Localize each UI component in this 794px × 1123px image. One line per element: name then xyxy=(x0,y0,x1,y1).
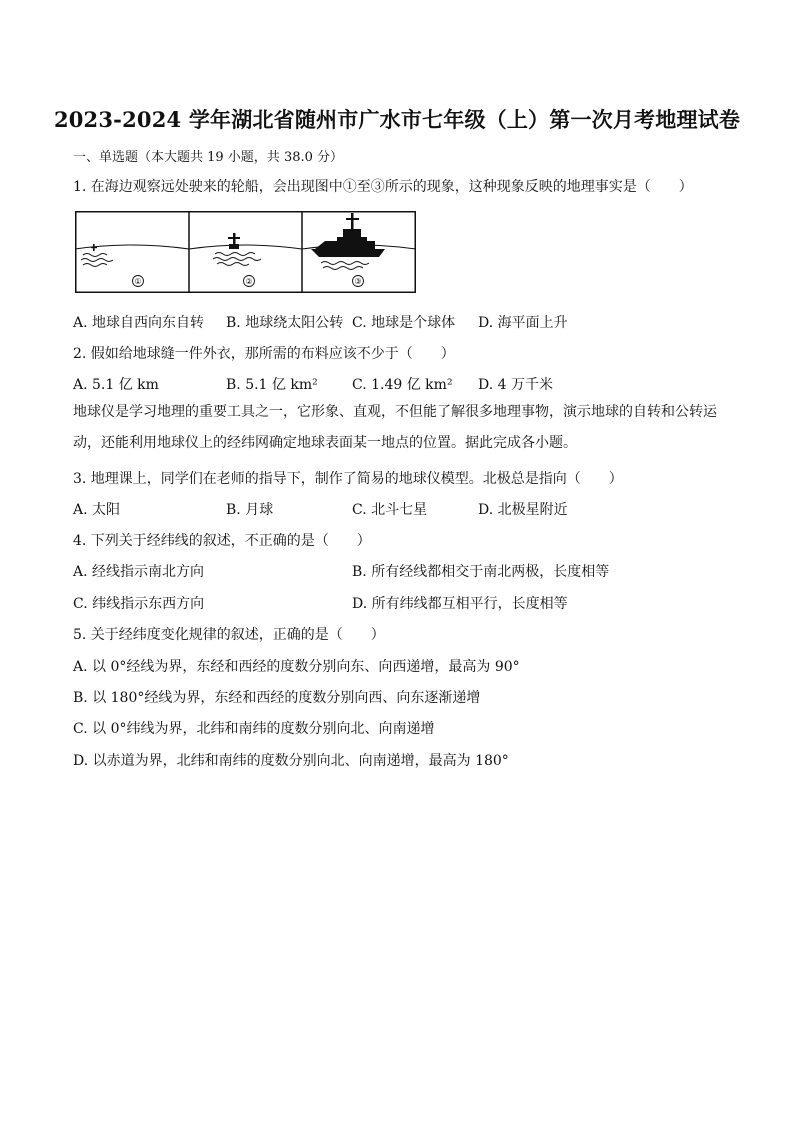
reading-passage: 地球仪是学习地理的重要工具之一，它形象、直观，不但能了解很多地理事物，演示地球的自转和公转运动，还能利用地球仪上的经纬网确定地球表面某一地点的位置。据此完成各小题。 xyxy=(73,404,717,451)
q2-option-b: B. 5.1 亿 km² xyxy=(226,377,318,393)
question-3-stem: 3. 地理课上，同学们在老师的指导下，制作了简易的地球仪模型。北极总是指向（ ） xyxy=(73,471,623,487)
q5-option-d: D. 以赤道为界，北纬和南纬的度数分别向北、向南递增，最高为 180° xyxy=(73,753,509,769)
q5-option-a: A. 以 0°经线为界，东经和西经的度数分别向东、向西递增，最高为 90° xyxy=(73,659,520,675)
section-heading: 一、单选题（本大题共 19 小题，共 38.0 分） xyxy=(73,150,344,165)
question-5-stem: 5. 关于经纬度变化规律的叙述，正确的是（ ） xyxy=(73,627,385,643)
q2-option-d: D. 4 万千米 xyxy=(478,377,553,393)
q4-option-c: C. 纬线指示东西方向 xyxy=(73,596,205,612)
q2-option-a: A. 5.1 亿 km xyxy=(73,377,159,393)
panel-1-label: ① xyxy=(134,277,142,286)
panel-2-label: ② xyxy=(245,277,253,286)
q3-option-c: C. 北斗七星 xyxy=(352,502,428,518)
q2-option-c: C. 1.49 亿 km² xyxy=(352,377,453,393)
q5-option-c: C. 以 0°纬线为界，北纬和南纬的度数分别向北、向南递增 xyxy=(73,721,435,737)
q1-option-a: A. 地球自西向东自转 xyxy=(73,315,205,331)
question-2-stem: 2. 假如给地球缝一件外衣，那所需的布料应该不少于（ ） xyxy=(73,346,455,362)
q4-option-d: D. 所有纬线都互相平行，长度相等 xyxy=(352,596,568,612)
panel-3-label: ③ xyxy=(354,277,362,286)
q1-option-d: D. 海平面上升 xyxy=(478,315,568,331)
ship-approach-figure xyxy=(75,211,416,293)
exam-title: 2023-2024 学年湖北省随州市广水市七年级（上）第一次月考地理试卷 xyxy=(53,107,741,132)
panel-3 xyxy=(302,213,416,287)
q3-option-d: D. 北极星附近 xyxy=(478,502,568,518)
question-1-stem: 1. 在海边观察远处驶来的轮船，会出现图中①至③所示的现象，这种现象反映的地理事实是（ ） xyxy=(73,179,693,195)
q3-option-a: A. 太阳 xyxy=(73,502,121,518)
panel-2 xyxy=(189,233,302,287)
q4-option-a: A. 经线指示南北方向 xyxy=(73,564,205,580)
q1-option-b: B. 地球绕太阳公转 xyxy=(226,315,344,331)
q3-option-b: B. 月球 xyxy=(226,502,274,518)
q5-option-b: B. 以 180°经线为界，东经和西经的度数分别向西、向东逐渐递增 xyxy=(73,690,481,706)
question-4-stem: 4. 下列关于经纬线的叙述，不正确的是（ ） xyxy=(73,533,371,549)
panel-1 xyxy=(75,244,189,287)
q1-option-c: C. 地球是个球体 xyxy=(352,315,456,331)
q4-option-b: B. 所有经线都相交于南北两极，长度相等 xyxy=(352,564,610,580)
